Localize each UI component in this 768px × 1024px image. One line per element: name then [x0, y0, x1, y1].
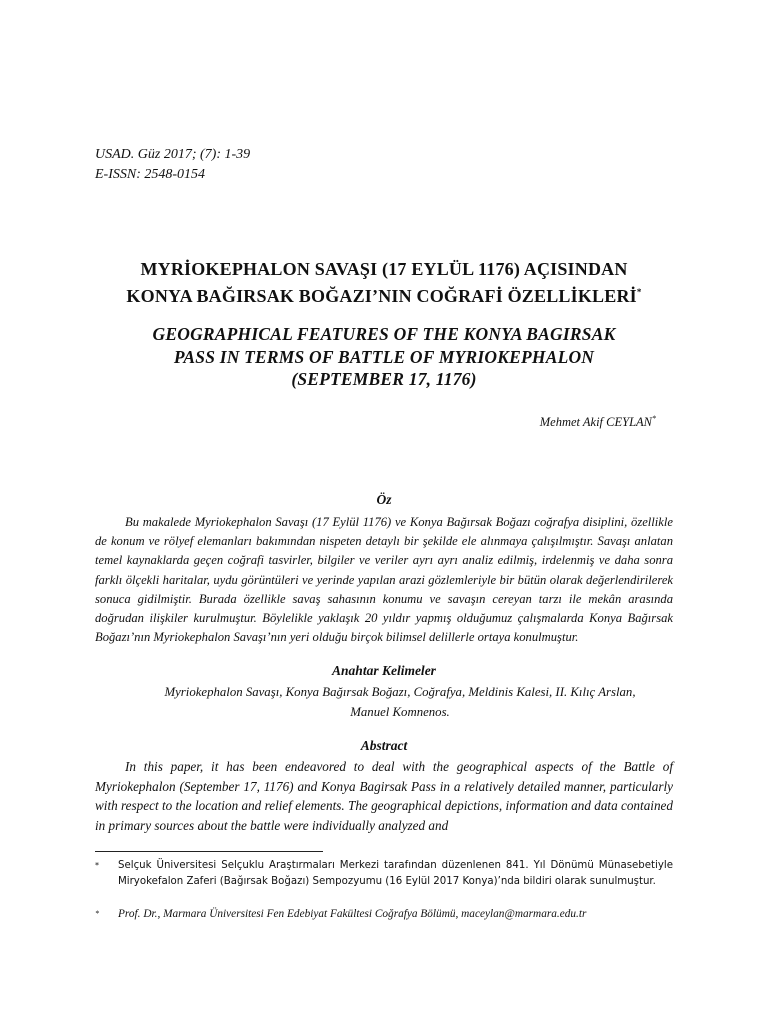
- title-footnote-mark: *: [636, 287, 642, 297]
- turkish-title-line-2-text: KONYA BAĞIRSAK BOĞAZI’NIN COĞRAFİ ÖZELLİKLERİ: [126, 286, 637, 306]
- footnote-separator: [95, 851, 323, 852]
- english-title-line-1: GEOGRAPHICAL FEATURES OF THE KONYA BAGIRSAK: [152, 324, 616, 344]
- journal-header: [95, 145, 250, 185]
- turkish-title: [60, 258, 708, 308]
- footnote-1: [95, 858, 673, 890]
- footnote-2: [95, 906, 673, 922]
- author-name: Mehmet Akif CEYLAN: [539, 415, 652, 430]
- keywords-line-2: Manuel Komnenos.: [350, 704, 450, 719]
- footnote-2-mark: *: [95, 909, 99, 918]
- abstract-heading: Abstract: [360, 738, 408, 753]
- abstract-body: In this paper, it has been endeavored to deal with the geographical aspects of the Battle of Myriokephalon (September 17, 1176) and Konya Bagirsak Pass in a relatively detailed manner, particularly with respect to the location and relief elements. The geographical depictions, information and data contained in primary sources about the battle were individually analyzed and: [95, 759, 673, 833]
- footnote-1-mark: *: [95, 861, 99, 870]
- turkish-title-line-2: [60, 281, 708, 308]
- footnote-1-text: Selçuk Üniversitesi Selçuklu Araştırmaları Merkezi tarafından düzenlenen 841. Yıl Dönümü Münasebetiyle Miryokefalon Zaferi (Bağırsak Boğazı) Sempozyumu (16 Eylül 2017 Konya)’nda bildiri olarak sunulmuştur.: [118, 860, 673, 887]
- author-footnote-mark: *: [652, 414, 656, 423]
- footnote-2-text: Prof. Dr., Marmara Üniversitesi Fen Edebiyat Fakültesi Coğrafya Bölümü, maceylan@marmara.edu.tr: [118, 908, 587, 920]
- english-title-line-3: (SEPTEMBER 17, 1176): [291, 369, 477, 389]
- turkish-title-line-1: MYRİOKEPHALON SAVAŞI (17 EYLÜL 1176) AÇISINDAN: [140, 259, 628, 279]
- journal-citation: USAD. Güz 2017; (7): 1-39: [95, 147, 251, 162]
- oz-heading: Öz: [376, 492, 392, 507]
- english-title: [60, 323, 708, 391]
- keywords-heading: Anahtar Kelimeler: [332, 663, 436, 678]
- english-title-line-2: PASS IN TERMS OF BATTLE OF MYRIOKEPHALON: [173, 346, 595, 367]
- keywords-list: [100, 683, 700, 722]
- keywords-line-1: Myriokephalon Savaşı, Konya Bağırsak Boğazı, Coğrafya, Meldinis Kalesi, II. Kılıç Arslan,: [164, 685, 636, 699]
- oz-body: Bu makalede Myriokephalon Savaşı (17 Eylül 1176) ve Konya Bağırsak Boğazı coğrafya disiplini, özellikle de konum ve rölyef elemanları bakımından nispeten detaylı bir şekilde ele alınmaya çalışılmıştır. Savaşı anlatan temel kaynaklarda geçen coğrafi tasvirler, bilgiler ve veriler ayrı ayrı analiz edilmiş, irdelenmiş ve daha sonra farklı ölçekli haritalar, uydu görüntüleri ve yerinde yapılan arazi gözlemleriyle bir bütün olarak değerlendirilerek sonuca gidilmiştir. Burada özellikle savaş sahasının konumu ve savaşın cereyan tarzı ile mekân arasında doğrudan ilişkiler kurulmuştur. Böylelikle yaklaşık 20 yıldır yapmış olduğumuz çalışmalarda Konya Bağırsak Boğazı’nın Myriokephalon Savaşı’nın yeri olduğu birçok bilimsel delillerle ortaya konulmuştur.: [95, 515, 673, 645]
- author-line: [540, 414, 656, 430]
- journal-issn: E-ISSN: 2548-0154: [95, 167, 206, 182]
